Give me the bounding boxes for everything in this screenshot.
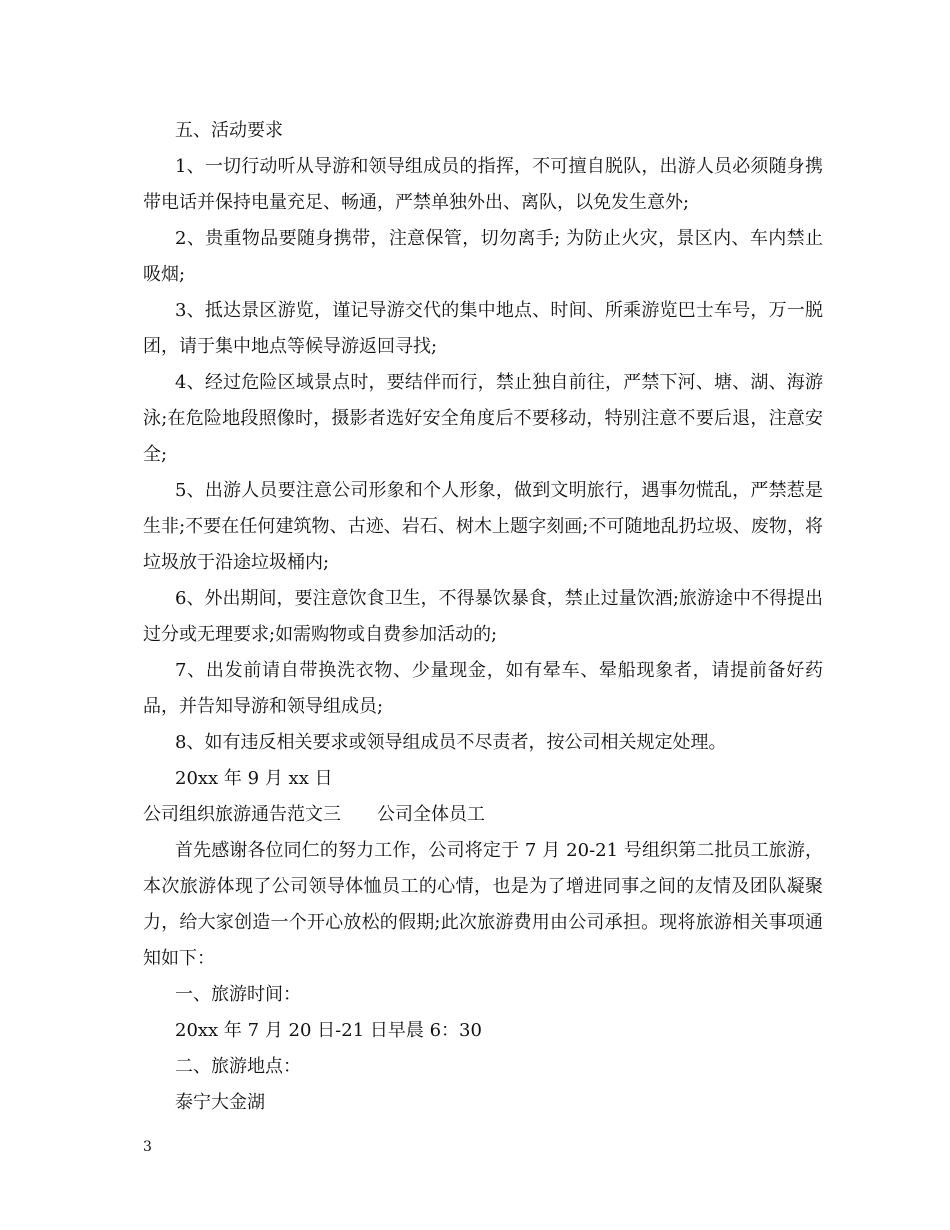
paragraph: 1、一切行动听从导游和领导组成员的指挥，不可擅自脱队，出游人员必须随身携带电话并保持电量充足、畅通，严禁单独外出、离队，以免发生意外; [143,156,823,213]
paragraph: 一、旅游时间： [175,984,301,1005]
paragraph: 五、活动要求 [175,120,283,141]
paragraph: 5、出游人员要注意公司形象和个人形象，做到文明旅行，遇事勿慌乱，严禁惹是生非;不要在任何建筑物、古迹、岩石、树木上题字刻画;不可随地乱扔垃圾、废物，将垃圾放于沿途垃圾桶内; [143,480,823,573]
paragraph: 公司组织旅游通告范文三 公司全体员工 [143,804,485,825]
paragraph: 二、旅游地点： [175,1056,301,1077]
paragraph: 8、如有违反相关要求或领导组成员不尽责者，按公司相关规定处理。 [175,732,727,753]
paragraph: 3、抵达景区游览，谨记导游交代的集中地点、时间、所乘游览巴士车号，万一脱团，请于集中地点等候导游返回寻找; [143,300,823,357]
document-body [143,113,823,1121]
paragraph: 20xx 年 7 月 20 日-21 日早晨 6：30 [175,1020,482,1041]
paragraph: 20xx 年 9 月 xx 日 [175,768,333,789]
paragraph: 2、贵重物品要随身携带，注意保管，切勿离手; 为防止火灾，景区内、车内禁止吸烟; [143,228,823,285]
paragraph: 4、经过危险区域景点时，要结伴而行，禁止独自前往，严禁下河、塘、湖、海游泳;在危险地段照像时，摄影者选好安全角度后不要移动，特别注意不要后退，注意安全; [143,372,823,465]
page-number: 3 [143,1139,152,1155]
paragraph: 首先感谢各位同仁的努力工作，公司将定于 7 月 20-21 号组织第二批员工旅游，本次旅游体现了公司领导体恤员工的心情，也是为了增进同事之间的友情及团队凝聚力，给大家创造一个开心放松的假期;此次旅游费用由公司承担。现将旅游相关事项通知如下： [143,840,823,969]
paragraph: 7、出发前请自带换洗衣物、少量现金，如有晕车、晕船现象者，请提前备好药品，并告知导游和领导组成员; [143,660,823,717]
paragraph: 泰宁大金湖 [175,1092,265,1113]
paragraph: 6、外出期间，要注意饮食卫生，不得暴饮暴食，禁止过量饮酒;旅游途中不得提出过分或无理要求;如需购物或自费参加活动的; [143,588,823,645]
